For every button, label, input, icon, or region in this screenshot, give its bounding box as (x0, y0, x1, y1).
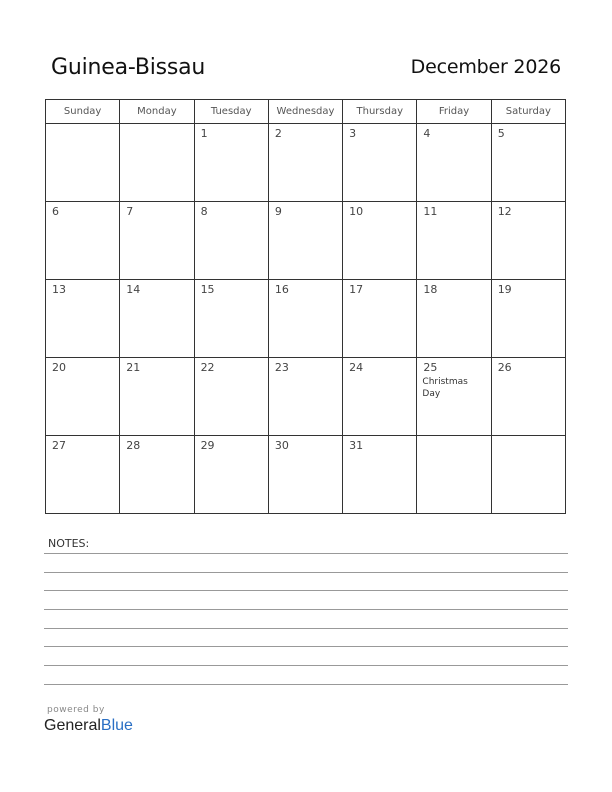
day-number: 8 (200, 205, 208, 218)
day-number: 1 (200, 127, 208, 140)
note-line (44, 628, 568, 629)
day-number: 10 (349, 205, 364, 218)
week-row (46, 358, 566, 436)
day-number (46, 124, 119, 140)
empty-day-cell (417, 436, 491, 514)
weekday-header-row (46, 100, 566, 124)
notes-label: NOTES: (48, 537, 90, 550)
note-line (44, 553, 568, 554)
day-number: 18 (423, 283, 438, 296)
generalblue-logo[interactable] (44, 717, 133, 735)
powered-by-text: powered by (47, 705, 105, 715)
day-cell (491, 202, 565, 280)
brand-blue-text: Blue (100, 717, 133, 734)
empty-day-cell (120, 124, 194, 202)
day-cell (268, 358, 342, 436)
day-cell (343, 280, 417, 358)
day-number: 13 (52, 283, 66, 296)
brand-general-text: General (44, 717, 101, 734)
weekday-header: Thursday (343, 100, 417, 124)
day-cell (343, 436, 417, 514)
week-row (46, 202, 566, 280)
calendar-month-title: December 2026 (410, 56, 561, 78)
day-cell (120, 358, 194, 436)
day-cell (343, 358, 417, 436)
day-number: 27 (52, 439, 66, 452)
weekday-header: Wednesday (268, 100, 342, 124)
day-cell (194, 358, 268, 436)
day-cell (194, 280, 268, 358)
day-cell (491, 280, 565, 358)
day-number: 29 (200, 439, 215, 452)
day-number: 11 (423, 205, 438, 218)
day-cell (194, 124, 268, 202)
day-cell (268, 436, 342, 514)
week-row (46, 436, 566, 514)
day-cell (120, 280, 194, 358)
day-number: 14 (126, 283, 141, 296)
day-number: 15 (200, 283, 215, 296)
day-cell (268, 202, 342, 280)
day-number: 30 (274, 439, 289, 452)
weekday-header: Tuesday (194, 100, 268, 124)
day-cell (120, 202, 194, 280)
day-cell (46, 202, 120, 280)
day-cell (343, 202, 417, 280)
day-number: 4 (423, 127, 431, 140)
day-number: 9 (274, 205, 282, 218)
day-number: 22 (200, 361, 215, 374)
day-cell (268, 280, 342, 358)
note-line (44, 609, 568, 610)
day-number: 26 (497, 361, 512, 374)
empty-day-cell (46, 124, 120, 202)
weekday-header: Sunday (46, 100, 120, 124)
day-number: 25 (423, 361, 438, 374)
day-number: 5 (497, 127, 505, 140)
day-number: 7 (126, 205, 134, 218)
day-cell (491, 358, 565, 436)
day-number: 20 (52, 361, 66, 374)
note-line (44, 665, 568, 666)
day-number: 6 (52, 205, 59, 218)
calendar-grid (45, 99, 566, 514)
day-number: 3 (349, 127, 357, 140)
note-line (44, 572, 568, 573)
day-cell (46, 280, 120, 358)
day-number (492, 436, 565, 452)
week-row (46, 124, 566, 202)
day-cell (268, 124, 342, 202)
weekday-header: Saturday (491, 100, 565, 124)
day-cell (46, 358, 120, 436)
calendar-body (46, 124, 566, 514)
day-number: 23 (274, 361, 289, 374)
note-line (44, 590, 568, 591)
day-cell (194, 202, 268, 280)
day-number: 31 (349, 439, 364, 452)
day-cell (417, 280, 491, 358)
weekday-header: Friday (417, 100, 491, 124)
day-cell (491, 124, 565, 202)
note-line (44, 646, 568, 647)
day-cell (343, 124, 417, 202)
day-number: 28 (126, 439, 141, 452)
day-number: 24 (349, 361, 364, 374)
weekday-header: Monday (120, 100, 194, 124)
day-number: 12 (497, 205, 512, 218)
day-cell (46, 436, 120, 514)
day-number (120, 124, 193, 140)
note-line (44, 684, 568, 685)
day-cell (194, 436, 268, 514)
week-row (46, 280, 566, 358)
day-number: 21 (126, 361, 141, 374)
holiday-label: Christmas Day (422, 377, 468, 399)
calendar-country-title: Guinea-Bissau (51, 55, 206, 80)
day-number: 17 (349, 283, 364, 296)
day-cell (417, 124, 491, 202)
day-cell (120, 436, 194, 514)
day-cell (417, 358, 491, 436)
day-number: 19 (497, 283, 512, 296)
day-number (417, 436, 490, 452)
day-number: 16 (274, 283, 289, 296)
empty-day-cell (491, 436, 565, 514)
day-cell (417, 202, 491, 280)
day-number: 2 (274, 127, 282, 140)
